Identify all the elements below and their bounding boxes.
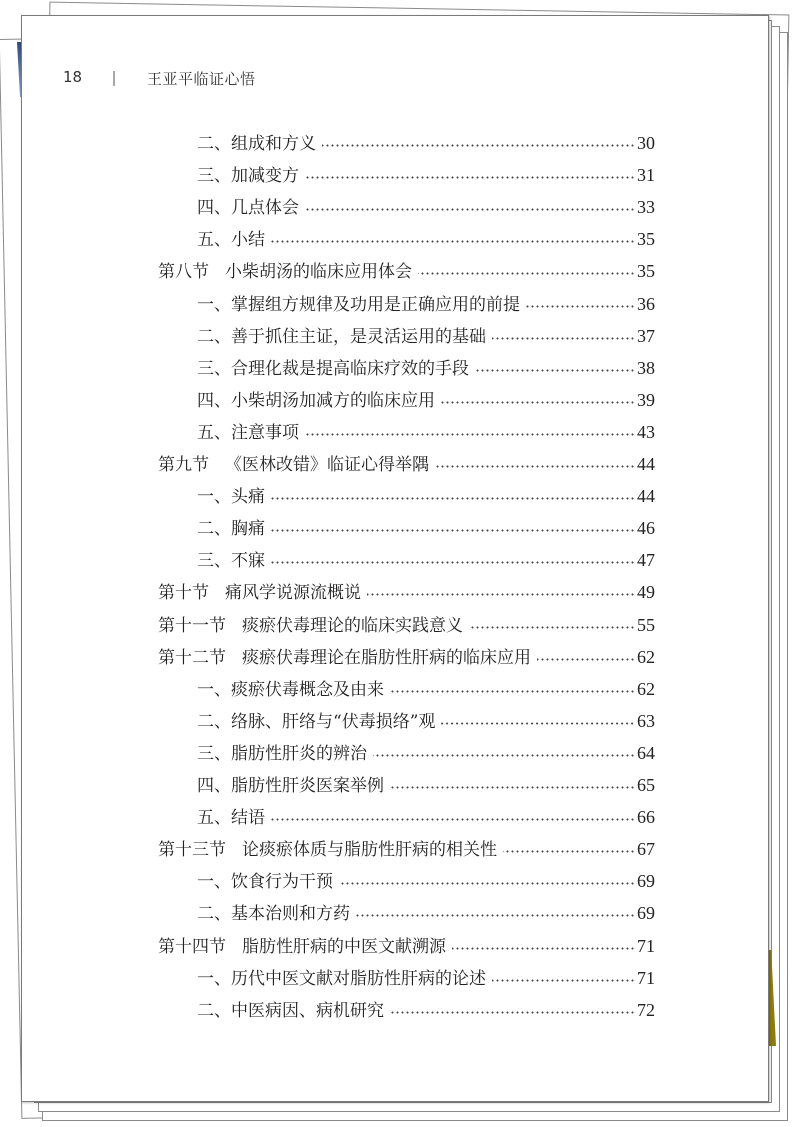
toc-entry-number: 第十二节	[158, 647, 226, 668]
toc-entry-title: 几点体会	[231, 198, 299, 219]
toc-entry-number: 二、	[197, 326, 231, 347]
toc-entry-page: 39	[637, 389, 655, 410]
toc-entry-page: 47	[637, 550, 655, 571]
dot-leader	[441, 722, 635, 725]
toc-entry-number: 二、	[197, 519, 231, 540]
dot-leader	[322, 144, 635, 147]
toc-entry-title: 基本治则和方药	[231, 904, 350, 925]
dot-leader	[537, 658, 635, 661]
toc-entry-page: 65	[637, 775, 655, 795]
toc-entry-number: 三、	[197, 743, 231, 764]
toc-entry-page: 49	[637, 582, 655, 603]
toc-section-entry[interactable]	[158, 835, 655, 861]
toc-entry-page: 67	[637, 839, 655, 860]
toc-entry-number: 第九节	[158, 455, 209, 475]
toc-entry-title: 中医病因、病机研究	[231, 1000, 384, 1021]
toc-section-entry[interactable]	[158, 932, 655, 958]
dot-leader	[271, 529, 635, 532]
dot-leader	[526, 305, 635, 308]
toc-entry-number: 四、	[197, 198, 231, 219]
toc-entry-number: 三、	[197, 551, 231, 572]
toc-entry-title: 小柴胡汤的临床应用体会	[225, 262, 412, 283]
toc-subsection-entry[interactable]	[197, 739, 655, 765]
toc-entry-page: 30	[637, 133, 655, 153]
dot-leader	[503, 850, 635, 853]
dot-leader	[492, 979, 635, 982]
dot-leader	[390, 786, 635, 789]
toc-section-entry[interactable]	[158, 450, 655, 476]
dot-leader	[339, 882, 635, 885]
page-number: 18	[63, 68, 83, 86]
dot-leader	[367, 593, 635, 596]
toc-subsection-entry[interactable]	[197, 386, 655, 412]
toc-entry-title: 善于抓住主证，是灵活运用的基础	[231, 326, 486, 347]
toc-entry-page: 43	[637, 421, 655, 442]
toc-entry-number: 二、	[197, 1000, 231, 1021]
dot-leader	[435, 465, 635, 468]
toc-subsection-entry[interactable]	[197, 322, 655, 348]
toc-entry-number: 一、	[197, 968, 231, 989]
dot-leader	[356, 914, 635, 917]
toc-entry-page: 36	[637, 293, 655, 314]
toc-entry-title: 组成和方义	[231, 134, 316, 154]
dot-leader	[418, 272, 635, 275]
toc-entry-title: 脂肪性肝炎医案举例	[231, 776, 384, 796]
toc-entry-title: 痛风学说源流概说	[225, 583, 361, 604]
toc-entry-title: 小结	[231, 230, 265, 251]
dot-leader	[390, 690, 635, 693]
toc-entry-number: 五、	[197, 230, 231, 251]
toc-subsection-entry[interactable]	[197, 482, 655, 508]
toc-entry-number: 二、	[197, 904, 231, 925]
toc-entry-title: 小柴胡汤加减方的临床应用	[231, 390, 435, 411]
toc-entry-number: 第十四节	[158, 936, 226, 957]
toc-entry-page: 44	[637, 486, 655, 507]
toc-section-entry[interactable]	[158, 611, 655, 637]
toc-entry-page: 44	[637, 454, 655, 474]
toc-entry-page: 71	[637, 967, 655, 988]
toc-entry-title: 《医林改错》临证心得举隅	[225, 455, 429, 475]
dot-leader	[271, 240, 635, 243]
toc-subsection-entry[interactable]	[197, 707, 655, 733]
toc-entry-page: 72	[637, 999, 655, 1020]
toc-section-entry[interactable]	[158, 643, 655, 669]
toc-entry-title: 痰瘀伏毒概念及由来	[231, 679, 384, 700]
dot-leader	[492, 337, 635, 340]
toc-entry-title: 论痰瘀体质与脂肪性肝病的相关性	[242, 840, 497, 861]
toc-subsection-entry[interactable]	[197, 675, 655, 701]
toc-entry-number: 五、	[197, 808, 231, 829]
toc-subsection-entry[interactable]	[197, 964, 655, 990]
book-title: 王亚平临证心悟	[147, 70, 256, 88]
toc-entry-number: 第十节	[158, 583, 209, 604]
toc-subsection-entry[interactable]	[197, 193, 655, 219]
toc-entry-number: 二、	[197, 711, 231, 732]
toc-entry-number: 第十一节	[158, 615, 226, 636]
toc-entry-title: 结语	[231, 808, 265, 829]
toc-entry-title: 历代中医文献对脂肪性肝病的论述	[231, 968, 486, 989]
toc-subsection-entry[interactable]	[197, 354, 655, 380]
dot-leader	[305, 208, 635, 211]
toc-subsection-entry[interactable]	[197, 129, 655, 155]
toc-entry-page: 69	[637, 871, 655, 892]
toc-section-entry[interactable]	[158, 257, 655, 283]
toc-subsection-entry[interactable]	[197, 803, 655, 829]
toc-entry-number: 五、	[197, 422, 231, 443]
toc-entry-page: 64	[637, 742, 655, 763]
toc-entry-title: 掌握组方规律及功用是正确应用的前提	[231, 294, 520, 315]
toc-entry-page: 71	[637, 935, 655, 956]
toc-entry-page: 46	[637, 518, 655, 539]
toc-entry-title: 胸痛	[231, 519, 265, 540]
dot-leader	[475, 369, 635, 372]
toc-entry-title: 痰瘀伏毒理论在脂肪性肝病的临床应用	[242, 647, 531, 668]
dot-leader	[469, 626, 635, 629]
toc-subsection-entry[interactable]	[197, 867, 655, 893]
toc-entry-title: 脂肪性肝炎的辨治	[231, 743, 367, 764]
toc-entry-page: 62	[637, 678, 655, 699]
toc-entry-number: 二、	[197, 134, 231, 154]
book-page	[21, 15, 769, 1102]
toc-entry-title: 痰瘀伏毒理论的临床实践意义	[242, 615, 463, 636]
toc-entry-number: 第十三节	[158, 840, 226, 861]
dot-leader	[305, 176, 635, 179]
toc-entry-number: 四、	[197, 390, 231, 411]
toc-entry-title: 头痛	[231, 487, 265, 508]
running-header	[22, 68, 768, 90]
toc-entry-title: 脂肪性肝病的中医文献溯源	[242, 936, 446, 957]
toc-subsection-entry[interactable]	[197, 161, 655, 187]
dot-leader	[373, 754, 635, 757]
toc-entry-page: 33	[637, 197, 655, 218]
toc-entry-title: 加减变方	[231, 166, 299, 187]
toc-entry-number: 一、	[197, 294, 231, 315]
toc-subsection-entry[interactable]	[197, 514, 655, 540]
dot-leader	[441, 401, 635, 404]
toc-entry-number: 第八节	[158, 262, 209, 283]
dot-leader	[271, 561, 635, 564]
toc-entry-title: 饮食行为干预	[231, 872, 333, 893]
toc-entry-title: 不寐	[231, 551, 265, 572]
toc-subsection-entry[interactable]	[197, 225, 655, 251]
toc-section-entry[interactable]	[158, 578, 655, 604]
dot-leader	[390, 1011, 635, 1014]
toc-entry-page: 35	[637, 261, 655, 282]
toc-entry-page: 63	[637, 710, 655, 731]
dot-leader	[305, 433, 635, 436]
toc-entry-number: 四、	[197, 776, 231, 796]
toc-entry-title: 注意事项	[231, 422, 299, 443]
toc-entry-page: 69	[637, 903, 655, 924]
toc-entry-number: 一、	[197, 872, 231, 893]
dot-leader	[271, 497, 635, 500]
header-separator	[113, 71, 115, 86]
toc-entry-title: 合理化裁是提高临床疗效的手段	[231, 358, 469, 379]
toc-entry-page: 62	[637, 646, 655, 667]
toc-entry-page: 66	[637, 807, 655, 828]
toc-entry-page: 31	[637, 165, 655, 186]
dot-leader	[271, 818, 635, 821]
toc-subsection-entry[interactable]	[197, 899, 655, 925]
toc-entry-number: 一、	[197, 487, 231, 508]
toc-entry-page: 38	[637, 357, 655, 378]
toc-entry-page: 55	[637, 614, 655, 635]
toc-entry-page: 37	[637, 325, 655, 346]
toc-subsection-entry[interactable]	[197, 290, 655, 316]
toc-subsection-entry[interactable]	[197, 546, 655, 572]
toc-subsection-entry[interactable]	[197, 771, 655, 797]
toc-subsection-entry[interactable]	[197, 418, 655, 444]
toc-entry-page: 35	[637, 229, 655, 250]
toc-entry-number: 三、	[197, 358, 231, 379]
toc-entry-number: 一、	[197, 679, 231, 700]
toc-subsection-entry[interactable]	[197, 996, 655, 1022]
toc-entry-title: 络脉、肝络与“伏毒损络”观	[231, 711, 436, 732]
dot-leader	[452, 947, 635, 950]
toc-entry-number: 三、	[197, 166, 231, 187]
